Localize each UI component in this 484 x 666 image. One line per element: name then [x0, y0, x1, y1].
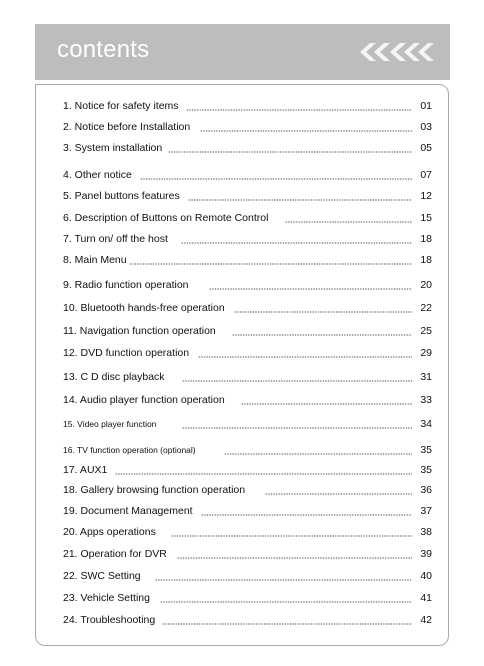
toc-entry-label: 18. Gallery browsing function operation — [63, 484, 246, 496]
toc-entry[interactable] — [36, 278, 448, 292]
toc-entry-label: 2. Notice before Installation — [63, 121, 191, 133]
toc-entry-page: 03 — [420, 121, 432, 133]
toc-entry[interactable] — [36, 483, 448, 497]
toc-entry-page: 07 — [420, 169, 432, 181]
toc-entry-label: 20. Apps operations — [63, 526, 156, 538]
toc-entry-label: 24. Troubleshooting — [63, 614, 156, 626]
toc-entry-label: 4. Other notice — [63, 169, 132, 181]
toc-entry[interactable] — [36, 211, 448, 225]
toc-entry-page: 39 — [420, 548, 432, 560]
contents-header — [35, 24, 450, 80]
toc-entry-page: 20 — [420, 279, 432, 291]
toc-entry-label: 3. System installation — [63, 142, 163, 154]
toc-entry[interactable] — [36, 189, 448, 203]
toc-entry-label: 7. Turn on/ off the host — [63, 233, 168, 245]
toc-entry-page: 37 — [420, 505, 432, 517]
toc-entry[interactable] — [36, 525, 448, 539]
toc-leader-dots — [209, 288, 412, 290]
toc-entry-page: 05 — [420, 142, 432, 154]
toc-entry-label: 21. Operation for DVR — [63, 548, 167, 560]
toc-entry-label: 16. TV function operation (optional) — [63, 445, 196, 455]
toc-leader-dots — [241, 403, 412, 405]
toc-entry-page: 35 — [420, 444, 432, 456]
toc-leader-dots — [140, 178, 412, 180]
toc-entry[interactable] — [36, 120, 448, 134]
toc-entry-page: 31 — [420, 371, 432, 383]
toc-entry-label: 8. Main Menu — [63, 254, 127, 266]
toc-entry[interactable] — [36, 393, 448, 407]
toc-leader-dots — [232, 334, 412, 336]
toc-leader-dots — [198, 356, 412, 358]
toc-entry-label: 19. Document Management — [63, 505, 193, 517]
toc-entry[interactable] — [36, 591, 448, 605]
toc-leader-dots — [177, 557, 412, 559]
toc-entry[interactable] — [36, 613, 448, 627]
toc-entry-label: 5. Panel buttons features — [63, 190, 180, 202]
toc-entry-page: 01 — [420, 100, 432, 112]
toc-leader-dots — [201, 514, 412, 516]
toc-entry-page: 18 — [420, 233, 432, 245]
toc-entry[interactable] — [36, 99, 448, 113]
toc-entry-page: 40 — [420, 570, 432, 582]
toc-entry-label: 12. DVD function operation — [63, 347, 190, 359]
toc-entry[interactable] — [36, 547, 448, 561]
toc-leader-dots — [168, 151, 412, 153]
toc-entry[interactable] — [36, 301, 448, 315]
toc-entry-label: 9. Radio function operation — [63, 279, 189, 291]
toc-leader-dots — [265, 493, 412, 495]
toc-leader-dots — [160, 601, 412, 603]
toc-entry-page: 22 — [420, 302, 432, 314]
toc-leader-dots — [115, 473, 412, 475]
toc-entry[interactable] — [36, 463, 448, 477]
toc-entry-label: 13. C D disc playback — [63, 371, 165, 383]
toc-entry-label: 22. SWC Setting — [63, 570, 141, 582]
toc-entry[interactable] — [36, 370, 448, 384]
toc-entry-page: 35 — [420, 464, 432, 476]
toc-entry-page: 34 — [420, 418, 432, 430]
toc-entry[interactable] — [36, 141, 448, 155]
toc-entry-page: 12 — [420, 190, 432, 202]
toc-entry-page: 25 — [420, 325, 432, 337]
toc-entry-page: 42 — [420, 614, 432, 626]
toc-entry-label: 17. AUX1 — [63, 464, 108, 476]
toc-leader-dots — [234, 311, 412, 313]
toc-entry[interactable] — [36, 417, 448, 431]
toc-leader-dots — [186, 109, 412, 111]
toc-entry[interactable] — [36, 569, 448, 583]
toc-entry-label: 11. Navigation function operation — [63, 325, 216, 337]
toc-entry-page: 18 — [420, 254, 432, 266]
toc-entry[interactable] — [36, 232, 448, 246]
toc-leader-dots — [285, 221, 412, 223]
toc-entry[interactable] — [36, 443, 448, 457]
toc-leader-dots — [155, 579, 412, 581]
toc-entry-label: 1. Notice for safety items — [63, 100, 179, 112]
toc-entry-page: 38 — [420, 526, 432, 538]
toc-leader-dots — [162, 623, 412, 625]
toc-leader-dots — [129, 263, 412, 265]
toc-entry-label: 10. Bluetooth hands-free operation — [63, 302, 225, 314]
toc-entry[interactable] — [36, 253, 448, 267]
toc-leader-dots — [181, 242, 412, 244]
toc-leader-dots — [188, 199, 412, 201]
toc-entry-page: 33 — [420, 394, 432, 406]
double-chevron-left-icon — [358, 41, 436, 63]
table-of-contents — [35, 84, 449, 646]
toc-entry-label: 6. Description of Buttons on Remote Control — [63, 212, 269, 224]
toc-entry[interactable] — [36, 346, 448, 360]
toc-entry[interactable] — [36, 324, 448, 338]
toc-entry-page: 29 — [420, 347, 432, 359]
toc-entry[interactable] — [36, 168, 448, 182]
page-title: contents — [57, 36, 150, 63]
toc-entry-label: 15. Video player function — [63, 419, 157, 429]
toc-leader-dots — [224, 453, 412, 455]
toc-entry-page: 15 — [420, 212, 432, 224]
toc-leader-dots — [171, 535, 412, 537]
toc-entry[interactable] — [36, 504, 448, 518]
toc-entry-label: 23. Vehicle Setting — [63, 592, 150, 604]
toc-list — [36, 85, 448, 645]
toc-leader-dots — [182, 427, 412, 429]
toc-entry-label: 14. Audio player function operation — [63, 394, 225, 406]
toc-leader-dots — [182, 380, 412, 382]
toc-entry-page: 41 — [420, 592, 432, 604]
toc-leader-dots — [200, 130, 412, 132]
toc-entry-page: 36 — [420, 484, 432, 496]
